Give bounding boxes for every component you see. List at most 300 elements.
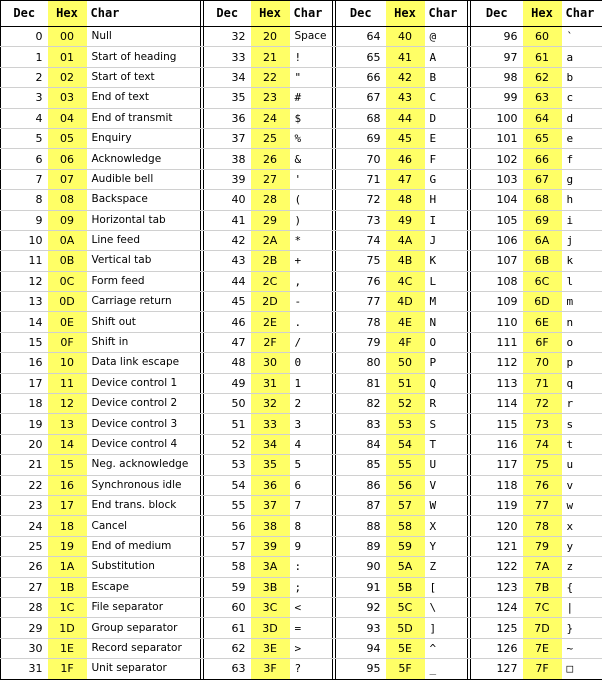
- cell-hex: 03: [48, 88, 87, 108]
- cell-hex: 76: [523, 475, 562, 495]
- cell-char: E: [425, 128, 468, 148]
- cell-char: p: [562, 353, 602, 373]
- table-row: [1, 108, 602, 128]
- cell-hex: 17: [48, 495, 87, 515]
- cell-char: 4: [290, 434, 333, 454]
- cell-dec: 127: [471, 659, 523, 679]
- cell-hex: 3C: [251, 597, 290, 617]
- table-row: [1, 455, 602, 475]
- cell-dec: 36: [204, 108, 251, 128]
- cell-dec: 34: [204, 67, 251, 87]
- cell-char: Device control 2: [87, 394, 201, 414]
- cell-dec: 65: [336, 47, 386, 67]
- cell-dec: 95: [336, 659, 386, 679]
- cell-dec: 108: [471, 271, 523, 291]
- cell-char: r: [562, 394, 602, 414]
- cell-char: 5: [290, 455, 333, 475]
- cell-char: :: [290, 557, 333, 577]
- cell-char: Device control 3: [87, 414, 201, 434]
- cell-char: Start of heading: [87, 47, 201, 67]
- cell-char: D: [425, 108, 468, 128]
- cell-dec: 100: [471, 108, 523, 128]
- cell-dec: 10: [1, 230, 48, 250]
- cell-hex: 3A: [251, 557, 290, 577]
- cell-hex: 32: [251, 394, 290, 414]
- table-row: [1, 394, 602, 414]
- cell-hex: 5E: [386, 638, 425, 658]
- cell-dec: 29: [1, 618, 48, 638]
- cell-char: s: [562, 414, 602, 434]
- cell-hex: 49: [386, 210, 425, 230]
- table-row: [1, 597, 602, 617]
- cell-dec: 26: [1, 557, 48, 577]
- cell-dec: 63: [204, 659, 251, 679]
- table-row: [1, 88, 602, 108]
- cell-char: &: [290, 149, 333, 169]
- cell-dec: 84: [336, 434, 386, 454]
- cell-dec: 18: [1, 394, 48, 414]
- cell-char: $: [290, 108, 333, 128]
- cell-dec: 96: [471, 27, 523, 47]
- cell-hex: 50: [386, 353, 425, 373]
- cell-dec: 16: [1, 353, 48, 373]
- cell-hex: 64: [523, 108, 562, 128]
- cell-dec: 15: [1, 332, 48, 352]
- cell-hex: 06: [48, 149, 87, 169]
- cell-dec: 78: [336, 312, 386, 332]
- table-row: [1, 27, 602, 47]
- cell-char: x: [562, 516, 602, 536]
- cell-hex: 52: [386, 394, 425, 414]
- cell-dec: 92: [336, 597, 386, 617]
- cell-hex: 7D: [523, 618, 562, 638]
- header-row: [1, 1, 602, 27]
- cell-hex: 41: [386, 47, 425, 67]
- cell-dec: 126: [471, 638, 523, 658]
- cell-char: Audible bell: [87, 169, 201, 189]
- cell-char: #: [290, 88, 333, 108]
- cell-dec: 17: [1, 373, 48, 393]
- cell-char: !: [290, 47, 333, 67]
- cell-char: Z: [425, 557, 468, 577]
- cell-hex: 59: [386, 536, 425, 556]
- cell-dec: 69: [336, 128, 386, 148]
- cell-hex: 51: [386, 373, 425, 393]
- cell-hex: 4A: [386, 230, 425, 250]
- cell-char: End of medium: [87, 536, 201, 556]
- cell-hex: 57: [386, 495, 425, 515]
- cell-char: ': [290, 169, 333, 189]
- cell-dec: 110: [471, 312, 523, 332]
- cell-hex: 0C: [48, 271, 87, 291]
- cell-dec: 123: [471, 577, 523, 597]
- cell-dec: 115: [471, 414, 523, 434]
- cell-dec: 94: [336, 638, 386, 658]
- cell-hex: 11: [48, 373, 87, 393]
- table-row: [1, 557, 602, 577]
- cell-dec: 28: [1, 597, 48, 617]
- ascii-table-body: [1, 27, 602, 680]
- table-row: [1, 47, 602, 67]
- cell-hex: 4C: [386, 271, 425, 291]
- cell-char: n: [562, 312, 602, 332]
- cell-dec: 113: [471, 373, 523, 393]
- cell-dec: 116: [471, 434, 523, 454]
- table-row: [1, 128, 602, 148]
- cell-hex: 1B: [48, 577, 87, 597]
- cell-char: H: [425, 190, 468, 210]
- cell-hex: 1F: [48, 659, 87, 679]
- column-header-char: Char: [290, 1, 333, 27]
- cell-hex: 4D: [386, 292, 425, 312]
- cell-dec: 52: [204, 434, 251, 454]
- cell-dec: 67: [336, 88, 386, 108]
- cell-dec: 124: [471, 597, 523, 617]
- column-header-hex: Hex: [48, 1, 87, 27]
- cell-dec: 68: [336, 108, 386, 128]
- cell-dec: 20: [1, 434, 48, 454]
- cell-dec: 2: [1, 67, 48, 87]
- cell-char: 6: [290, 475, 333, 495]
- cell-hex: 02: [48, 67, 87, 87]
- cell-hex: 5F: [386, 659, 425, 679]
- cell-hex: 0A: [48, 230, 87, 250]
- cell-dec: 120: [471, 516, 523, 536]
- cell-char: Horizontal tab: [87, 210, 201, 230]
- cell-char: G: [425, 169, 468, 189]
- cell-char: g: [562, 169, 602, 189]
- cell-char: Neg. acknowledge: [87, 455, 201, 475]
- cell-dec: 58: [204, 557, 251, 577]
- cell-char: @: [425, 27, 468, 47]
- cell-char: |: [562, 597, 602, 617]
- cell-hex: 31: [251, 373, 290, 393]
- cell-dec: 77: [336, 292, 386, 312]
- cell-hex: 2E: [251, 312, 290, 332]
- cell-hex: 6B: [523, 251, 562, 271]
- cell-char: c: [562, 88, 602, 108]
- cell-dec: 44: [204, 271, 251, 291]
- cell-dec: 83: [336, 414, 386, 434]
- cell-dec: 60: [204, 597, 251, 617]
- cell-char: B: [425, 67, 468, 87]
- cell-dec: 109: [471, 292, 523, 312]
- cell-char: k: [562, 251, 602, 271]
- cell-dec: 43: [204, 251, 251, 271]
- cell-char: +: [290, 251, 333, 271]
- cell-hex: 63: [523, 88, 562, 108]
- cell-dec: 21: [1, 455, 48, 475]
- cell-hex: 48: [386, 190, 425, 210]
- cell-hex: 67: [523, 169, 562, 189]
- cell-hex: 2C: [251, 271, 290, 291]
- cell-hex: 5C: [386, 597, 425, 617]
- cell-hex: 72: [523, 394, 562, 414]
- column-header-dec: Dec: [204, 1, 251, 27]
- cell-hex: 3D: [251, 618, 290, 638]
- cell-hex: 28: [251, 190, 290, 210]
- cell-char: W: [425, 495, 468, 515]
- cell-char: Substitution: [87, 557, 201, 577]
- cell-char: Enquiry: [87, 128, 201, 148]
- cell-dec: 47: [204, 332, 251, 352]
- cell-char: Shift in: [87, 332, 201, 352]
- cell-dec: 32: [204, 27, 251, 47]
- cell-hex: 46: [386, 149, 425, 169]
- cell-dec: 53: [204, 455, 251, 475]
- cell-hex: 13: [48, 414, 87, 434]
- cell-char: f: [562, 149, 602, 169]
- cell-dec: 98: [471, 67, 523, 87]
- cell-hex: 6E: [523, 312, 562, 332]
- cell-hex: 58: [386, 516, 425, 536]
- cell-char: O: [425, 332, 468, 352]
- cell-dec: 54: [204, 475, 251, 495]
- cell-hex: 69: [523, 210, 562, 230]
- cell-dec: 72: [336, 190, 386, 210]
- table-row: [1, 210, 602, 230]
- cell-char: j: [562, 230, 602, 250]
- cell-hex: 75: [523, 455, 562, 475]
- cell-char: End of transmit: [87, 108, 201, 128]
- cell-char: Space: [290, 27, 333, 47]
- cell-char: .: [290, 312, 333, 332]
- cell-char: I: [425, 210, 468, 230]
- cell-dec: 85: [336, 455, 386, 475]
- cell-dec: 64: [336, 27, 386, 47]
- column-header-dec: Dec: [336, 1, 386, 27]
- cell-hex: 20: [251, 27, 290, 47]
- cell-char: \: [425, 597, 468, 617]
- cell-hex: 5D: [386, 618, 425, 638]
- cell-dec: 7: [1, 169, 48, 189]
- table-row: [1, 67, 602, 87]
- cell-dec: 118: [471, 475, 523, 495]
- cell-dec: 19: [1, 414, 48, 434]
- table-row: [1, 353, 602, 373]
- cell-char: Synchronous idle: [87, 475, 201, 495]
- table-row: [1, 230, 602, 250]
- cell-char: □: [562, 659, 602, 679]
- cell-hex: 34: [251, 434, 290, 454]
- cell-hex: 01: [48, 47, 87, 67]
- cell-dec: 39: [204, 169, 251, 189]
- cell-char: [: [425, 577, 468, 597]
- cell-hex: 0D: [48, 292, 87, 312]
- cell-hex: 35: [251, 455, 290, 475]
- cell-dec: 4: [1, 108, 48, 128]
- column-header-hex: Hex: [386, 1, 425, 27]
- cell-dec: 48: [204, 353, 251, 373]
- cell-dec: 23: [1, 495, 48, 515]
- cell-dec: 89: [336, 536, 386, 556]
- cell-dec: 45: [204, 292, 251, 312]
- cell-dec: 5: [1, 128, 48, 148]
- cell-hex: 40: [386, 27, 425, 47]
- cell-hex: 26: [251, 149, 290, 169]
- cell-dec: 0: [1, 27, 48, 47]
- cell-hex: 44: [386, 108, 425, 128]
- cell-char: `: [562, 27, 602, 47]
- cell-dec: 11: [1, 251, 48, 271]
- cell-hex: 65: [523, 128, 562, 148]
- cell-hex: 19: [48, 536, 87, 556]
- cell-char: End trans. block: [87, 495, 201, 515]
- cell-dec: 81: [336, 373, 386, 393]
- cell-dec: 93: [336, 618, 386, 638]
- table-row: [1, 373, 602, 393]
- cell-hex: 42: [386, 67, 425, 87]
- cell-dec: 73: [336, 210, 386, 230]
- cell-hex: 4B: [386, 251, 425, 271]
- cell-dec: 117: [471, 455, 523, 475]
- cell-hex: 39: [251, 536, 290, 556]
- cell-char: /: [290, 332, 333, 352]
- cell-char: =: [290, 618, 333, 638]
- cell-char: y: [562, 536, 602, 556]
- cell-hex: 18: [48, 516, 87, 536]
- cell-hex: 09: [48, 210, 87, 230]
- column-header-dec: Dec: [1, 1, 48, 27]
- cell-dec: 105: [471, 210, 523, 230]
- cell-hex: 1E: [48, 638, 87, 658]
- column-header-char: Char: [562, 1, 602, 27]
- cell-hex: 45: [386, 128, 425, 148]
- cell-dec: 33: [204, 47, 251, 67]
- cell-char: u: [562, 455, 602, 475]
- cell-char: q: [562, 373, 602, 393]
- cell-char: N: [425, 312, 468, 332]
- cell-hex: 24: [251, 108, 290, 128]
- cell-dec: 12: [1, 271, 48, 291]
- cell-hex: 73: [523, 414, 562, 434]
- cell-char: ): [290, 210, 333, 230]
- cell-hex: 7B: [523, 577, 562, 597]
- cell-hex: 37: [251, 495, 290, 515]
- cell-dec: 106: [471, 230, 523, 250]
- cell-hex: 79: [523, 536, 562, 556]
- cell-char: 0: [290, 353, 333, 373]
- cell-char: Y: [425, 536, 468, 556]
- cell-dec: 86: [336, 475, 386, 495]
- cell-char: 7: [290, 495, 333, 515]
- cell-dec: 62: [204, 638, 251, 658]
- cell-dec: 125: [471, 618, 523, 638]
- cell-char: Line feed: [87, 230, 201, 250]
- cell-char: M: [425, 292, 468, 312]
- cell-dec: 75: [336, 251, 386, 271]
- cell-char: Q: [425, 373, 468, 393]
- cell-dec: 51: [204, 414, 251, 434]
- cell-char: 2: [290, 394, 333, 414]
- cell-char: b: [562, 67, 602, 87]
- cell-hex: 6D: [523, 292, 562, 312]
- cell-dec: 111: [471, 332, 523, 352]
- cell-dec: 76: [336, 271, 386, 291]
- cell-dec: 14: [1, 312, 48, 332]
- cell-char: Record separator: [87, 638, 201, 658]
- cell-char: (: [290, 190, 333, 210]
- table-row: [1, 149, 602, 169]
- cell-char: Cancel: [87, 516, 201, 536]
- cell-char: 3: [290, 414, 333, 434]
- cell-hex: 7E: [523, 638, 562, 658]
- cell-char: -: [290, 292, 333, 312]
- cell-char: _: [425, 659, 468, 679]
- cell-hex: 6C: [523, 271, 562, 291]
- cell-dec: 112: [471, 353, 523, 373]
- table-row: [1, 251, 602, 271]
- cell-char: K: [425, 251, 468, 271]
- cell-char: ,: [290, 271, 333, 291]
- cell-hex: 74: [523, 434, 562, 454]
- cell-hex: 3B: [251, 577, 290, 597]
- column-header-char: Char: [425, 1, 468, 27]
- cell-hex: 2D: [251, 292, 290, 312]
- cell-char: *: [290, 230, 333, 250]
- cell-char: File separator: [87, 597, 201, 617]
- cell-char: Unit separator: [87, 659, 201, 679]
- cell-hex: 70: [523, 353, 562, 373]
- cell-hex: 1D: [48, 618, 87, 638]
- cell-dec: 50: [204, 394, 251, 414]
- cell-char: d: [562, 108, 602, 128]
- cell-dec: 13: [1, 292, 48, 312]
- cell-hex: 5A: [386, 557, 425, 577]
- cell-hex: 16: [48, 475, 87, 495]
- cell-dec: 107: [471, 251, 523, 271]
- cell-dec: 1: [1, 47, 48, 67]
- cell-hex: 07: [48, 169, 87, 189]
- cell-char: >: [290, 638, 333, 658]
- cell-hex: 7A: [523, 557, 562, 577]
- cell-dec: 22: [1, 475, 48, 495]
- cell-char: h: [562, 190, 602, 210]
- column-header-char: Char: [87, 1, 201, 27]
- cell-char: l: [562, 271, 602, 291]
- cell-char: X: [425, 516, 468, 536]
- cell-hex: 4E: [386, 312, 425, 332]
- cell-char: ~: [562, 638, 602, 658]
- cell-hex: 71: [523, 373, 562, 393]
- cell-hex: 0F: [48, 332, 87, 352]
- cell-dec: 66: [336, 67, 386, 87]
- cell-hex: 38: [251, 516, 290, 536]
- cell-char: R: [425, 394, 468, 414]
- cell-char: %: [290, 128, 333, 148]
- cell-char: L: [425, 271, 468, 291]
- cell-dec: 97: [471, 47, 523, 67]
- cell-dec: 9: [1, 210, 48, 230]
- cell-char: {: [562, 577, 602, 597]
- cell-char: Data link escape: [87, 353, 201, 373]
- cell-dec: 49: [204, 373, 251, 393]
- cell-dec: 37: [204, 128, 251, 148]
- cell-char: m: [562, 292, 602, 312]
- cell-hex: 47: [386, 169, 425, 189]
- cell-dec: 88: [336, 516, 386, 536]
- table-row: [1, 475, 602, 495]
- cell-dec: 121: [471, 536, 523, 556]
- cell-hex: 2B: [251, 251, 290, 271]
- cell-char: <: [290, 597, 333, 617]
- cell-dec: 99: [471, 88, 523, 108]
- cell-dec: 61: [204, 618, 251, 638]
- table-row: [1, 536, 602, 556]
- cell-hex: 29: [251, 210, 290, 230]
- cell-hex: 4F: [386, 332, 425, 352]
- table-row: [1, 495, 602, 515]
